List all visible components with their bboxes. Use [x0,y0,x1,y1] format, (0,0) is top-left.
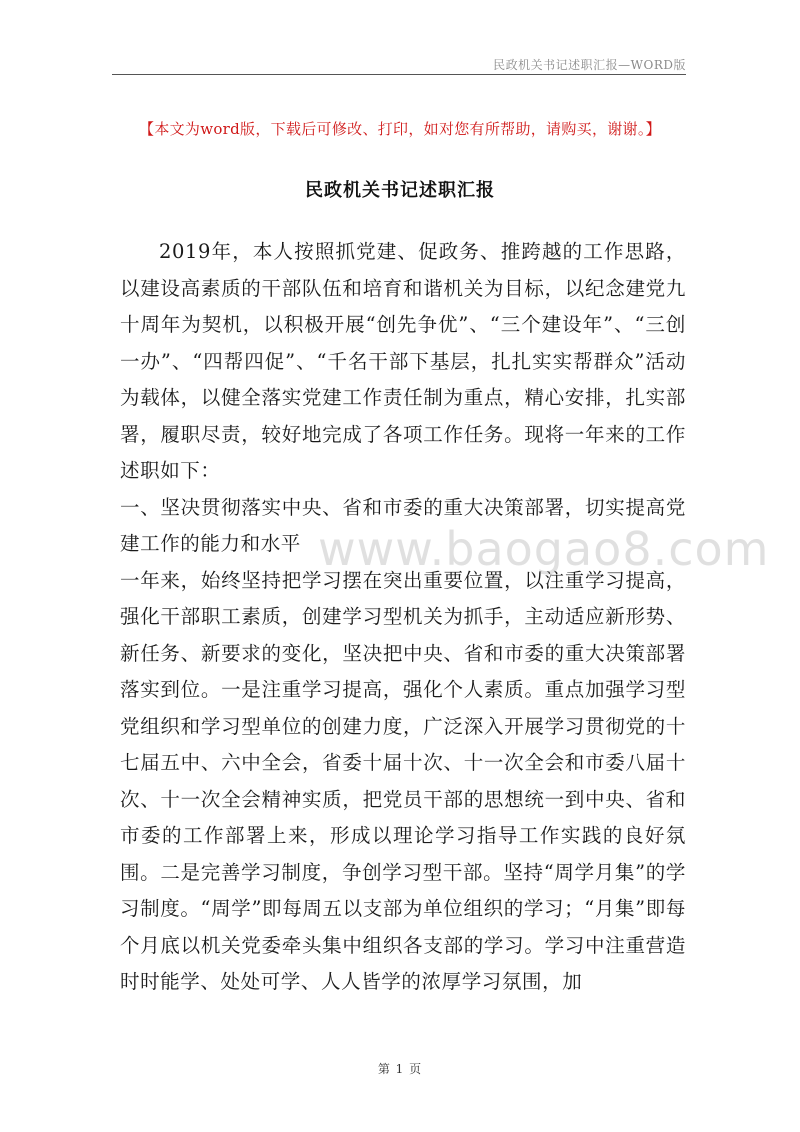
page-header [112,52,686,75]
header-title: 民政机关书记述职汇报—WORD版 [493,58,686,72]
page-number: 第 1 页 [377,1062,423,1076]
watermark: www.baogao8.com [318,522,770,576]
purchase-notice: 【本文为word版，下载后可修改、打印，如对您有所帮助，请购买，谢谢。】 [139,120,661,138]
body-paragraph: 一年来，始终坚持把学习摆在突出重要位置，以注重学习提高，强化干部职工素质，创建学习型机关为抓手，主动适应新形势、新任务、新要求的变化，坚决把中央、省和市委的重大决策部署落实到位。一是注重学习提高，强化个人素质。重点加强学习型党组织和学习型单位的创建力度，广泛深入开展学习贯彻党的十七届五中、六中全会，省委十届十次、十一次全会和市委八届十次、十一次全会精神实质，把党员干部的思想统一到中央、省和市委的工作部署上来，形成以理论学习指导工作实践的良好氛围。二是完善学习制度，争创学习型干部。坚持“周学月集”的学习制度。“周学”即每周五以支部为单位组织的学习；“月集”即每个月底以机关党委牵头集中组织各支部的学习。学习中注重营造时时能学、处处可学、人人皆学的浓厚学习氛围，加 [120,568,686,993]
intro-paragraph: 2019年，本人按照抓党建、促政务、推跨越的工作思路，以建设高素质的干部队伍和培育和谐机关为目标，以纪念建党九十周年为契机，以积极开展“创先争优”、“三个建设年”、“三创一办”、“四帮四促”、“千名干部下基层，扎扎实实帮群众”活动为载体，以健全落实党建工作责任制为重点，精心安排，扎实部署，履职尽责，较好地完成了各项工作任务。现将一年来的工作述职如下： [120,240,686,482]
document-body [120,234,686,1001]
document-title: 民政机关书记述职汇报 [305,180,495,201]
section-heading: 一、坚决贯彻落实中央、省和市委的重大决策部署，切实提高党建工作的能力和水平 [120,495,686,555]
